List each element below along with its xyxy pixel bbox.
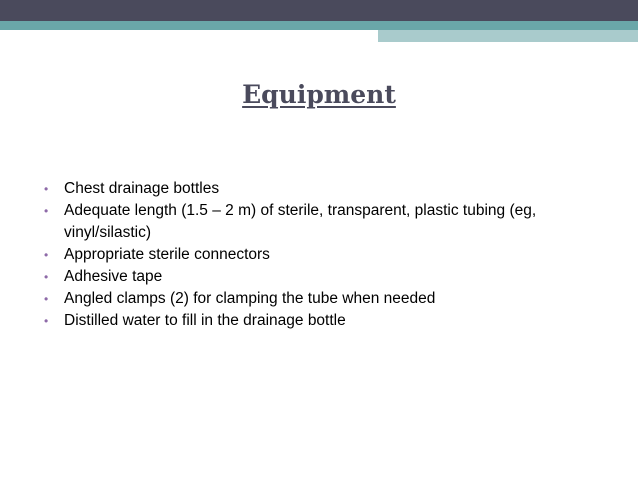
header-band-light [378,30,638,42]
bullet-item [44,288,604,310]
bullet-item [44,266,604,288]
bullet-dot-icon: • [44,182,49,196]
bullet-text: Chest drainage bottles [64,180,220,197]
bullet-text: Appropriate sterile connectors [64,246,270,263]
bullet-text: Adhesive tape [64,268,163,285]
bullet-list [44,178,604,332]
bullet-dot-icon: • [44,204,49,218]
header-band-dark [0,0,638,21]
bullet-item [44,244,604,266]
bullet-item [44,310,604,332]
bullet-text: Distilled water to fill in the drainage bottle [64,312,346,329]
bullet-text: Angled clamps (2) for clamping the tube when needed [64,290,436,307]
bullet-text: Adequate length (1.5 – 2 m) of sterile, transparent, plastic tubing (eg, vinyl/silastic) [64,202,537,241]
bullet-dot-icon: • [44,292,49,306]
bullet-dot-icon: • [44,248,49,262]
bullet-dot-icon: • [44,314,49,328]
header-band-teal [0,21,638,30]
bullet-dot-icon: • [44,270,49,284]
slide-title: Equipment [242,80,396,109]
bullet-item [44,178,604,200]
bullet-item [44,200,604,244]
